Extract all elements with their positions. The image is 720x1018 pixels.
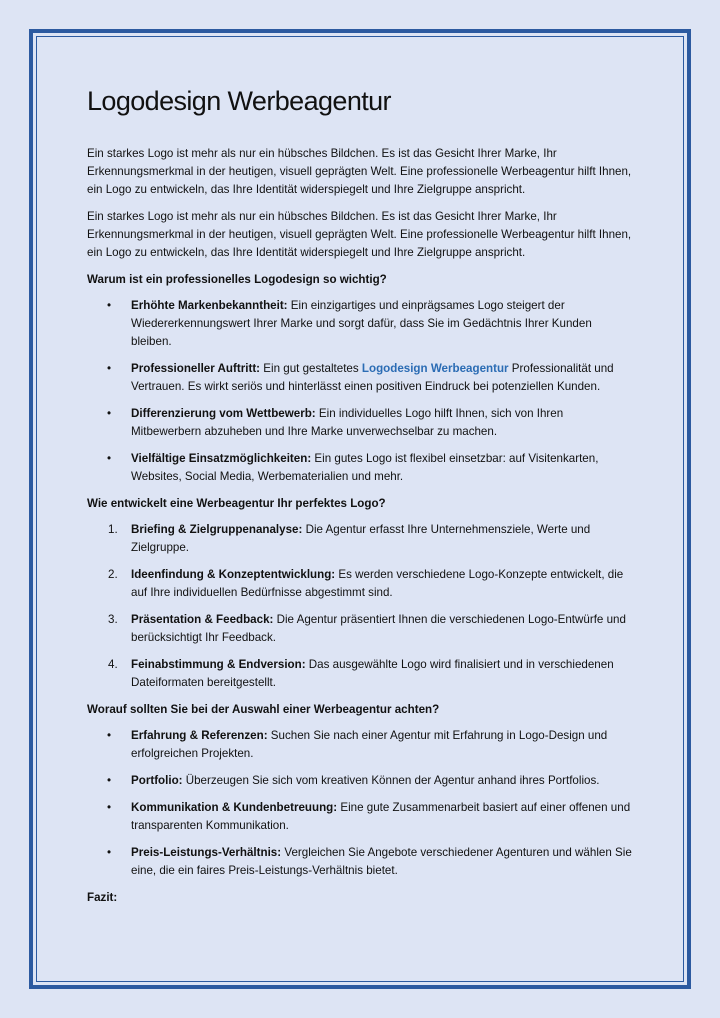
list-item <box>87 450 635 486</box>
list-item <box>87 566 635 602</box>
bullet-icon: • <box>107 299 112 312</box>
section-heading: Worauf sollten Sie bei der Auswahl einer Werbeagentur achten? <box>87 703 440 716</box>
item-text: Suchen Sie nach einer Agentur mit Erfahrung in Logo-Design und erfolgreichen Projekten. <box>131 729 608 760</box>
list-item <box>87 656 635 692</box>
item-text: Es werden verschiedene Logo-Konzepte entwickelt, die auf Ihre individuellen Bedürfnisse abgestimmt sind. <box>131 568 624 599</box>
intro-paragraph: Ein starkes Logo ist mehr als nur ein hübsches Bildchen. Es ist das Gesicht Ihrer Marke, Ihr Erkennungsmerkmal in der heutigen, visuell geprägten Welt. Eine professionelle Werbeagentur hilft Ihnen, ein Logo zu entwickeln, das Ihre Identität widerspiegelt und Ihre Zielgruppe anspricht. <box>87 210 632 259</box>
item-label: Professioneller Auftritt: <box>131 362 261 375</box>
document-content <box>87 86 635 915</box>
conclusion-heading: Fazit: <box>87 891 118 904</box>
item-number: 4. <box>108 658 118 671</box>
item-text: Ein einzigartiges und einprägsames Logo steigert der Wiedererkennungswert Ihrer Marke und sorgt dafür, dass Sie im Gedächtnis Ihrer Kunden bleiben. <box>131 299 592 348</box>
item-text: Eine gute Zusammenarbeit basiert auf einer offenen und transparenten Kommunikation. <box>131 801 631 832</box>
logodesign-link[interactable]: Logodesign Werbeagentur <box>361 362 509 375</box>
item-label: Erfahrung & Referenzen: <box>131 729 268 742</box>
section-heading: Wie entwickelt eine Werbeagentur Ihr perfektes Logo? <box>87 497 386 510</box>
bullet-icon: • <box>107 452 112 465</box>
item-label: Kommunikation & Kundenbetreuung: <box>131 801 338 814</box>
item-text: Überzeugen Sie sich vom kreativen Können der Agentur anhand ihres Portfolios. <box>182 774 600 787</box>
item-number: 3. <box>108 613 118 626</box>
list-item <box>87 727 635 763</box>
list-item <box>87 360 635 396</box>
list-item <box>87 405 635 441</box>
item-text: Ein gutes Logo ist flexibel einsetzbar: auf Visitenkarten, Websites, Social Media, Werbematerialien und mehr. <box>131 452 599 483</box>
bullet-list <box>87 727 635 880</box>
item-text: Ein individuelles Logo hilft Ihnen, sich von Ihren Mitbewerbern abzuheben und Ihre Marke unverwechselbar zu machen. <box>131 407 564 438</box>
list-item <box>87 799 635 835</box>
item-label: Preis-Leistungs-Verhältnis: <box>131 846 282 859</box>
bullet-icon: • <box>107 729 112 742</box>
item-label: Portfolio: <box>131 774 183 787</box>
list-item <box>87 521 635 557</box>
page-title: Logodesign Werbeagentur <box>87 86 391 116</box>
item-text: Die Agentur präsentiert Ihnen die verschiedenen Logo-Entwürfe und berücksichtigt Ihr Feedback. <box>131 613 626 644</box>
item-label: Ideenfindung & Konzeptentwicklung: <box>131 568 336 581</box>
bullet-icon: • <box>107 362 112 375</box>
intro-paragraph: Ein starkes Logo ist mehr als nur ein hübsches Bildchen. Es ist das Gesicht Ihrer Marke, Ihr Erkennungsmerkmal in der heutigen, visuell geprägten Welt. Eine professionelle Werbeagentur hilft Ihnen, ein Logo zu entwickeln, das Ihre Identität widerspiegelt und Ihre Zielgruppe anspricht. <box>87 147 632 196</box>
list-item <box>87 611 635 647</box>
bullet-icon: • <box>107 407 112 420</box>
item-label: Feinabstimmung & Endversion: <box>131 658 306 671</box>
item-number: 1. <box>108 523 118 536</box>
bullet-icon: • <box>107 846 112 859</box>
item-text: Die Agentur erfasst Ihre Unternehmensziele, Werte und Zielgruppe. <box>131 523 591 554</box>
item-label: Erhöhte Markenbekanntheit: <box>131 299 288 312</box>
item-number: 2. <box>108 568 118 581</box>
numbered-list <box>87 521 635 692</box>
bullet-icon: • <box>107 801 112 814</box>
list-item <box>87 297 635 351</box>
list-item <box>87 772 635 790</box>
item-text: Professionalität und Vertrauen. Es wirkt seriös und hinterlässt einen positiven Eindruck bei potenziellen Kunden. <box>131 362 614 393</box>
item-text: Vergleichen Sie Angebote verschiedener Agenturen und wählen Sie eine, die ein faires Preis-Leistungs-Verhältnis bietet. <box>131 846 632 877</box>
item-text: Das ausgewählte Logo wird finalisiert und in verschiedenen Dateiformaten bereitgestellt. <box>131 658 614 689</box>
list-item <box>87 844 635 880</box>
section-heading: Warum ist ein professionelles Logodesign so wichtig? <box>87 273 387 286</box>
bullet-list <box>87 297 635 486</box>
item-text: Ein gut gestaltetes <box>260 362 362 375</box>
item-label: Briefing & Zielgruppenanalyse: <box>131 523 303 536</box>
item-label: Vielfältige Einsatzmöglichkeiten: <box>131 452 312 465</box>
item-label: Differenzierung vom Wettbewerb: <box>131 407 316 420</box>
bullet-icon: • <box>107 774 112 787</box>
item-label: Präsentation & Feedback: <box>131 613 274 626</box>
